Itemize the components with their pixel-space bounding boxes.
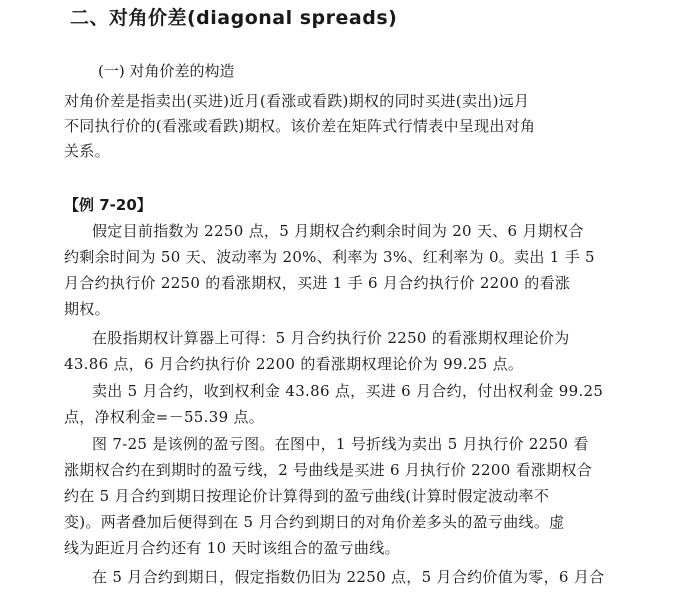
intro-line-1: 对角价差是指卖出(买进)近月(看涨或看跌)期权的同时买进(卖出)远月	[64, 92, 530, 110]
subsection-heading: (一) 对角价差的构造	[98, 62, 235, 80]
body-line-8: 点，净权利金=－55.39 点。	[64, 408, 265, 426]
example-label: 【例 7-20】	[64, 196, 152, 214]
body-line-6: 43.86 点，6 月合约执行价 2200 的看涨期权理论价为 99.25 点。	[64, 355, 524, 373]
body-line-9: 图 7-25 是该例的盈亏图。在图中，1 号折线为卖出 5 月执行价 2250 看	[92, 435, 589, 453]
body-line-10: 涨期权合约在到期时的盈亏线，2 号曲线是买进 6 月执行价 2200 看涨期权合	[64, 461, 593, 479]
body-line-12: 变)。两者叠加后便得到在 5 月合约到期日的对角价差多头的盈亏曲线。虚	[64, 513, 565, 531]
intro-line-3: 关系。	[64, 142, 110, 160]
body-line-13: 线为距近月合约还有 10 天时该组合的盈亏曲线。	[64, 539, 400, 557]
body-line-3: 月合约执行价 2250 的看涨期权，买进 1 手 6 月合约执行价 2200 的看涨	[64, 274, 571, 292]
body-line-14: 在 5 月合约到期日，假定指数仍旧为 2250 点，5 月合约价值为零，6 月合	[92, 568, 605, 586]
body-line-7: 卖出 5 月合约，收到权利金 43.86 点，买进 6 月合约，付出权利金 99.25	[92, 382, 604, 400]
body-line-5: 在股指期权计算器上可得：5 月合约执行价 2250 的看涨期权理论价为	[92, 329, 570, 347]
body-line-1: 假定目前指数为 2250 点，5 月期权合约剩余时间为 20 天、6 月期权合	[92, 222, 584, 240]
body-line-4: 期权。	[64, 300, 110, 318]
body-line-11: 约在 5 月合约到期日按理论价计算得到的盈亏曲线(计算时假定波动率不	[64, 487, 550, 505]
body-line-2: 约剩余时间为 50 天、波动率为 20%、利率为 3%、红利率为 0。卖出 1 手 5	[64, 248, 595, 266]
section-heading: 二、对角价差(diagonal spreads)	[70, 7, 398, 29]
intro-line-2: 不同执行价的(看涨或看跌)期权。该价差在矩阵式行情表中呈现出对角	[64, 117, 536, 135]
